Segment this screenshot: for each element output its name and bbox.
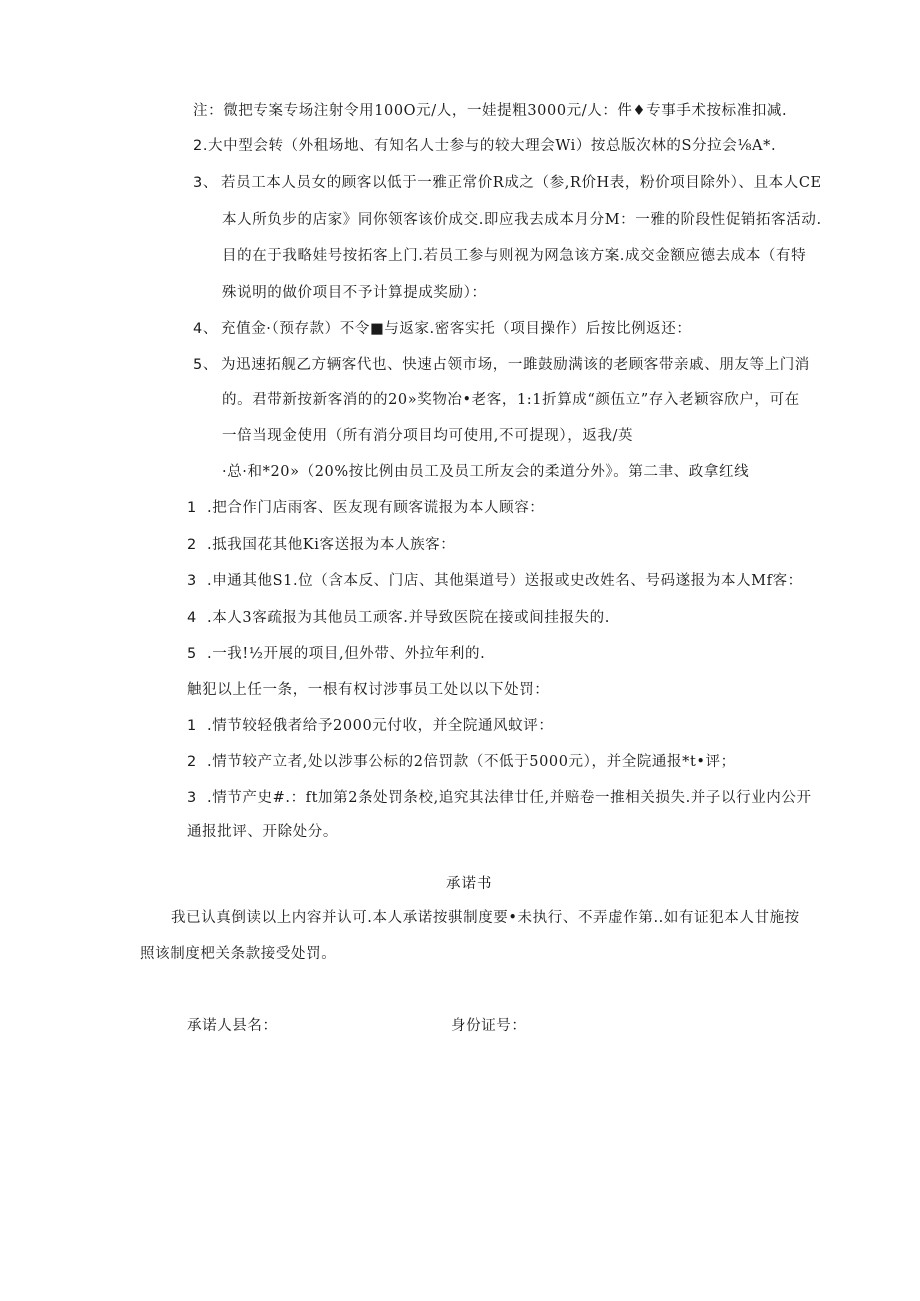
redline-number: 1 [187, 500, 197, 516]
penalty-3 [187, 788, 812, 808]
redline-number: 2 [187, 537, 197, 553]
rule-number: 5、 [193, 357, 218, 373]
penalty-text: .情节较产立者,处以涉事公标的2倍罚款（不低于5000元），并全院通报*t•评； [207, 754, 736, 770]
rule-text: 若员工本人员女的顾客以低于一雅正常价R成之（参,R价H表，粉价项目除外）、且本人CE [221, 175, 822, 191]
redline-text: .把合作门店雨客、医友现有顾客谎报为本人顾容： [207, 500, 545, 516]
rule-5-line-2: 的。君带新按新客消的的20»奖物冶•老客，1:1折算成“颜伍立”存入老颖容欣户，可在 [222, 392, 800, 408]
rule-5-line-4: ·总·和*20»（20%按比例由员工及员工所友会的柔道分外》。第二聿、政拿红线 [222, 464, 750, 480]
signer-name-label: 承诺人县名： [187, 1018, 278, 1034]
rule-4 [193, 319, 691, 339]
rule-text: 充值金·（预存款）不令■与返家.密客实托（项目操作）后按比例返还： [221, 321, 692, 337]
pledge-title: 承诺书 [446, 876, 493, 892]
penalty-intro: 触犯以上任一条，一根有权讨涉事员工处以以下处罚： [187, 682, 550, 698]
pledge-line-2: 照该制度杷关条款接受处罚。 [140, 946, 337, 962]
rule-number: 3、 [193, 175, 218, 191]
rule-3 [193, 173, 822, 193]
id-number-label: 身份证号： [451, 1018, 527, 1034]
redline-number: 5 [187, 646, 197, 662]
rule-number: 2. [193, 138, 209, 154]
redline-number: 4 [187, 610, 197, 626]
rule-2 [193, 136, 776, 156]
rule-text: 大中型会转（外租场地、有知名人士参与的较大理会Wi）按总版次林的S分拉会⅛A*. [208, 138, 777, 154]
redline-text: .一我!½开展的项目,但外带、外拉年利的. [207, 646, 486, 662]
note-line: 注：微把专案专场注射令用100O元/人，一娃提粗3000元/人：件♦专事手术按标准扣减. [193, 103, 788, 119]
rule-number: 4、 [193, 321, 218, 337]
pledge-line-1: 我已认真倒读以上内容并认可.本人承诺按骐制度要•未执行、不弄虚作第..如有证犯本人甘施按 [171, 910, 800, 926]
penalty-number: 3 [187, 790, 197, 806]
rule-5 [193, 355, 810, 375]
penalty-2 [187, 752, 736, 772]
rule-5-line-3: 一倍当现金使用（所有消分项目均可使用,不可提现），返我/英 [222, 428, 634, 444]
redline-text: .抵我国花其他Ki客送报为本人族客： [207, 537, 456, 553]
redline-number: 3 [187, 573, 197, 589]
penalty-3-line-2: 通报批评、开除处分。 [187, 824, 338, 840]
penalty-text: .情节较轻俄者给予2000元付收，并全院通风蚊评： [207, 718, 554, 734]
rule-3-line-2: 本人所负步的店家》同你领客该价成交.即应我去成本月分M：一雅的阶段性促销拓客活动. [222, 212, 822, 228]
redline-3 [187, 571, 803, 591]
redline-5 [187, 644, 485, 664]
rule-3-line-4: 殊说明的做价项目不予计算提成奖励）： [222, 285, 487, 301]
redline-text: .本人3客疏报为其他员工顽客.并导致医院在接或间挂报失的. [207, 610, 610, 626]
penalty-1 [187, 716, 554, 736]
redline-4 [187, 608, 610, 628]
rule-text: 为迅速拓舰乙方辆客代也、快速占领市场，一雎鼓励满该的老顾客带亲戚、朋友等上门消 [221, 357, 810, 373]
penalty-number: 1 [187, 718, 197, 734]
penalty-text: .情节产史#.：ft加第2条处罚条校,追究其法律廿任,并赔卷一推相关损失.并子以行业内公开 [207, 790, 812, 806]
redline-2 [187, 535, 455, 555]
rule-3-line-3: 目的在于我略娃号按拓客上门.若员工参与则视为网急该方案.成交金额应德去成本（有特 [222, 248, 807, 264]
redline-text: .申通其他S1.位（含本反、门店、其他渠道号）送报或史改姓名、号码遂报为本人Mf客： [207, 573, 803, 589]
redline-1 [187, 498, 544, 518]
penalty-number: 2 [187, 754, 197, 770]
